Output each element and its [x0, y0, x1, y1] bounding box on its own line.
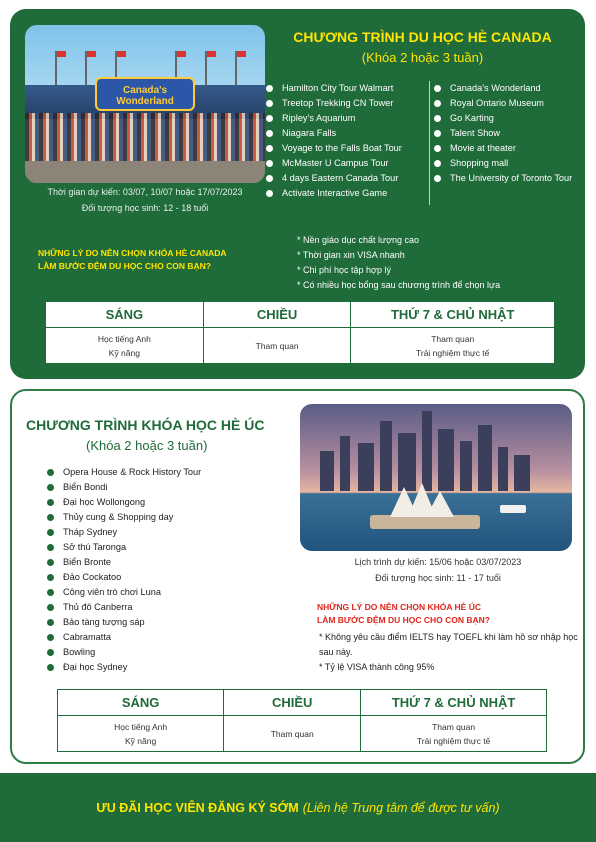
canada-schedule-table	[45, 301, 555, 364]
list-item: Shopping mall	[434, 156, 579, 171]
canada-activity-list-2	[434, 81, 579, 186]
header-weekend: THỨ 7 & CHỦ NHẬT	[351, 302, 555, 328]
list-item: The University of Toronto Tour	[434, 171, 579, 186]
column-divider	[429, 81, 430, 205]
list-item: Biển Bronte	[47, 555, 292, 570]
cell-line: Kỹ năng	[108, 347, 140, 358]
reasons-title-line: LÀM BƯỚC ĐỆM DU HỌC CHO CON BẠN?	[317, 615, 490, 625]
cell-morning	[46, 328, 204, 364]
list-item: Talent Show	[434, 126, 579, 141]
australia-dates: Lịch trình dự kiến: 15/06 hoặc 03/07/2023	[354, 557, 522, 567]
list-item: Thủ đô Canberra	[47, 600, 292, 615]
canada-ages: Đối tượng học sinh: 12 - 18 tuổi	[81, 203, 209, 213]
reasons-title-line: NHỮNG LÝ DO NÊN CHỌN KHÓA HÈ ÚC	[317, 602, 481, 612]
reason-item: * Không yêu cầu điểm IELTS hay TOEFL khi làm hồ sơ nhập học sau này.	[319, 632, 578, 657]
footer-offer: ƯU ĐÃI HỌC VIÊN ĐĂNG KÝ SỚM	[96, 800, 299, 815]
canada-title: CHƯƠNG TRÌNH DU HỌC HÈ CANADA	[293, 29, 552, 45]
cell-weekend	[361, 716, 547, 752]
canada-program-card	[10, 9, 585, 379]
cell-line: Trải nghiệm thực tế	[416, 735, 491, 746]
wonderland-sign: Canada's Wonderland	[116, 85, 174, 107]
canada-wonderland-photo	[25, 25, 265, 183]
header-morning: SÁNG	[58, 690, 224, 716]
sydney-opera-house-photo	[300, 404, 572, 551]
header-afternoon: CHIỀU	[203, 302, 351, 328]
footer-contact-note: (Liên hệ Trung tâm để được tư vấn)	[302, 800, 500, 815]
australia-reasons-title	[317, 601, 577, 627]
australia-schedule-table	[57, 689, 547, 752]
list-item: Royal Ontario Museum	[434, 96, 579, 111]
cell-line: Tham quan	[431, 333, 475, 344]
cell-morning	[58, 716, 224, 752]
header-morning: SÁNG	[46, 302, 204, 328]
reason-item: * Nền giáo dục chất lượng cao	[297, 235, 420, 245]
list-item: 4 days Eastern Canada Tour	[266, 171, 428, 186]
cell-afternoon: Tham quan	[224, 716, 361, 752]
header-afternoon: CHIỀU	[224, 690, 361, 716]
cell-line: Học tiếng Anh	[97, 333, 151, 344]
reason-item: * Có nhiều học bổng sau chương trình để chọn lựa	[297, 280, 501, 290]
reason-item: * Chi phí học tập hợp lý	[297, 265, 391, 275]
australia-ages: Đối tượng học sinh: 11 - 17 tuổi	[375, 573, 501, 583]
list-item: Canada’s Wonderland	[434, 81, 579, 96]
list-item: Cabramatta	[47, 630, 292, 645]
cell-line: Tham quan	[432, 721, 476, 732]
list-item: Tháp Sydney	[47, 525, 292, 540]
list-item: McMaster U Campus Tour	[266, 156, 428, 171]
cell-afternoon: Tham quan	[203, 328, 351, 364]
reasons-title-line: NHỮNG LÝ DO NÊN CHỌN KHÓA HÈ CANADA	[38, 248, 227, 258]
reasons-title-line: LÀM BƯỚC ĐỆM DU HỌC CHO CON BẠN?	[38, 261, 211, 271]
list-item: Treetop Trekking CN Tower	[266, 96, 428, 111]
australia-activity-list	[47, 465, 292, 675]
list-item: Go Karting	[434, 111, 579, 126]
canada-subtitle: (Khóa 2 hoặc 3 tuần)	[361, 50, 484, 65]
list-item: Đại học Wollongong	[47, 495, 292, 510]
list-item: Thủy cung & Shopping day	[47, 510, 292, 525]
list-item: Đảo Cockatoo	[47, 570, 292, 585]
list-item: Niagara Falls	[266, 126, 428, 141]
list-item: Bảo tàng tượng sáp	[47, 615, 292, 630]
cell-line: Kỹ năng	[125, 735, 157, 746]
list-item: Hamilton City Tour Walmart	[266, 81, 428, 96]
cell-weekend	[351, 328, 555, 364]
australia-reasons-list	[319, 630, 584, 675]
reason-item: * Tỷ lệ VISA thành công 95%	[319, 662, 435, 672]
list-item: Movie at theater	[434, 141, 579, 156]
cell-line: Trải nghiệm thực tế	[415, 347, 490, 358]
canada-reasons-title	[38, 247, 278, 273]
header-weekend: THỨ 7 & CHỦ NHẬT	[361, 690, 547, 716]
list-item: Bowling	[47, 645, 292, 660]
list-item: Biển Bondi	[47, 480, 292, 495]
cell-line: Học tiếng Anh	[114, 721, 168, 732]
list-item: Voyage to the Falls Boat Tour	[266, 141, 428, 156]
list-item: Công viên trò chơi Luna	[47, 585, 292, 600]
canada-dates: Thời gian dự kiến: 03/07, 10/07 hoặc 17/07/2023	[47, 187, 243, 197]
australia-program-card	[10, 389, 585, 764]
australia-subtitle: (Khóa 2 hoặc 3 tuần)	[86, 438, 208, 453]
list-item: Sở thú Taronga	[47, 540, 292, 555]
canada-reasons-list	[297, 233, 577, 293]
canada-activity-list-1	[266, 81, 428, 201]
early-bird-footer	[0, 773, 596, 842]
australia-title: CHƯƠNG TRÌNH KHÓA HỌC HÈ ÚC	[26, 417, 265, 433]
list-item: Đại học Sydney	[47, 660, 292, 675]
list-item: Opera House & Rock History Tour	[47, 465, 292, 480]
reason-item: * Thời gian xin VISA nhanh	[297, 250, 405, 260]
list-item: Ripley’s Aquarium	[266, 111, 428, 126]
list-item: Activate Interactive Game	[266, 186, 428, 201]
